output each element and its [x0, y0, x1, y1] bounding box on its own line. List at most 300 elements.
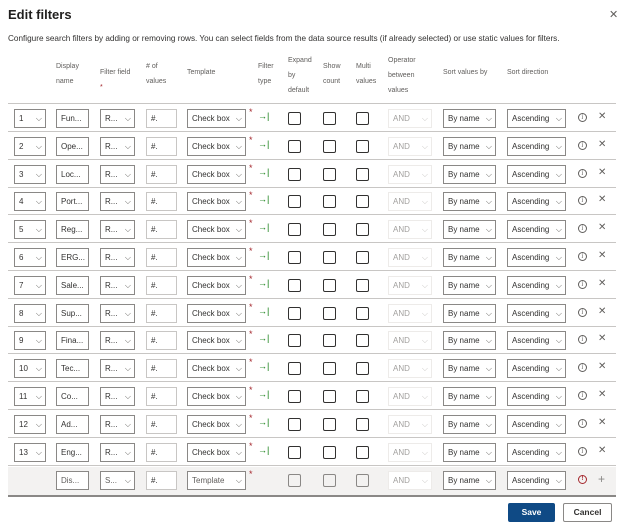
- display-name-input[interactable]: Sale...: [56, 276, 89, 295]
- required-marker: *: [249, 301, 253, 312]
- row-divider: [8, 353, 616, 354]
- chevron-down-icon: ⌵: [485, 169, 492, 179]
- template-select[interactable]: [187, 415, 246, 434]
- template-select-value: Check box: [192, 447, 230, 457]
- header-label: default: [288, 87, 310, 94]
- operator-select[interactable]: [388, 165, 432, 184]
- arrow-to-line-icon: →|: [258, 305, 270, 316]
- operator-select[interactable]: [388, 359, 432, 378]
- sort-by-select[interactable]: [443, 165, 496, 184]
- multi-values-checkbox[interactable]: [356, 251, 369, 264]
- sort-direction-select[interactable]: [507, 415, 566, 434]
- expand-by-default-checkbox[interactable]: [288, 362, 301, 375]
- multi-values-checkbox[interactable]: [356, 168, 369, 181]
- info-icon[interactable]: i: [578, 419, 587, 428]
- display-name-input[interactable]: Ad...: [56, 415, 89, 434]
- row-order-select[interactable]: [14, 359, 46, 378]
- close-icon[interactable]: ✕: [609, 9, 619, 21]
- expand-by-default-checkbox[interactable]: [288, 251, 301, 264]
- sort-direction-select[interactable]: [507, 276, 566, 295]
- required-marker: *: [249, 412, 253, 423]
- chevron-down-icon: ⌵: [485, 280, 492, 290]
- close-icon[interactable]: ✕: [598, 277, 607, 289]
- sort-by-select[interactable]: [443, 220, 496, 239]
- chevron-down-icon: ⌵: [421, 447, 428, 457]
- sort-by-select[interactable]: [443, 331, 496, 350]
- arrow-to-line-icon: →|: [258, 166, 270, 177]
- operator-select[interactable]: [388, 276, 432, 295]
- filter-field-select[interactable]: [100, 304, 135, 323]
- row-order-select[interactable]: [14, 165, 46, 184]
- row-order-select[interactable]: [14, 276, 46, 295]
- display-name-input[interactable]: Tec...: [56, 359, 89, 378]
- required-marker: *: [100, 84, 103, 91]
- filter-field-select[interactable]: [100, 220, 135, 239]
- close-icon[interactable]: ✕: [598, 389, 607, 400]
- header-template: [187, 65, 215, 80]
- filter-field-select-value: R...: [105, 253, 118, 262]
- row-order-select[interactable]: [14, 331, 46, 350]
- multi-values-checkbox[interactable]: [356, 362, 369, 375]
- sort-direction-select-value: Ascending: [512, 447, 550, 457]
- header-label: values: [356, 78, 377, 85]
- expand-by-default-checkbox[interactable]: [288, 279, 301, 292]
- multi-values-checkbox[interactable]: [356, 474, 369, 487]
- close-icon[interactable]: ✕: [598, 138, 607, 150]
- sort-direction-select[interactable]: [507, 220, 566, 239]
- values-count-input[interactable]: #.: [146, 443, 177, 462]
- display-name-input[interactable]: Loc...: [56, 165, 89, 184]
- row-divider: [8, 409, 616, 410]
- filter-field-select-value: R...: [105, 364, 118, 374]
- sort-by-select-value: By name: [448, 308, 480, 318]
- operator-select[interactable]: [388, 415, 432, 434]
- display-name-input[interactable]: ERG...: [56, 248, 89, 267]
- template-select[interactable]: [187, 304, 246, 323]
- sort-by-select-value: By name: [448, 392, 480, 401]
- info-icon[interactable]: i: [578, 196, 587, 205]
- sort-direction-select[interactable]: [507, 331, 566, 350]
- sort-by-select[interactable]: [443, 359, 496, 378]
- info-icon[interactable]: i: [578, 252, 587, 261]
- filter-field-select[interactable]: [100, 471, 135, 490]
- header-filter-type: [258, 59, 274, 89]
- multi-values-checkbox[interactable]: [356, 140, 369, 153]
- chevron-down-icon: ⌵: [421, 169, 428, 179]
- header-label: Operator: [388, 57, 416, 64]
- template-select[interactable]: [187, 109, 246, 128]
- show-count-checkbox[interactable]: [323, 418, 336, 431]
- chevron-down-icon: ⌵: [124, 141, 131, 151]
- chevron-down-icon: ⌵: [35, 419, 42, 429]
- show-count-checkbox[interactable]: [323, 168, 336, 181]
- sort-direction-select[interactable]: [507, 137, 566, 156]
- row-divider: [8, 187, 616, 188]
- arrow-to-line-icon: →|: [258, 444, 270, 455]
- filter-field-select[interactable]: [100, 443, 135, 462]
- template-select[interactable]: [187, 471, 246, 490]
- row-order-select-value: 3: [19, 169, 24, 179]
- display-name-input[interactable]: Dis...: [56, 471, 89, 490]
- row-order-select-value: 10: [19, 364, 28, 374]
- row-order-select-value: 2: [19, 141, 24, 151]
- chevron-down-icon: ⌵: [235, 419, 242, 429]
- operator-select-value: AND: [393, 280, 410, 290]
- header-label: # of: [146, 63, 158, 70]
- header-filter-field: [100, 65, 130, 95]
- values-count-input[interactable]: #.: [146, 137, 177, 156]
- chevron-down-icon: ⌵: [485, 197, 492, 207]
- row-order-select[interactable]: [14, 415, 46, 434]
- template-select[interactable]: [187, 387, 246, 406]
- header-label: Template: [187, 69, 216, 76]
- row-divider: [8, 495, 616, 497]
- operator-select-value: AND: [393, 197, 410, 207]
- row-order-select[interactable]: [14, 220, 46, 239]
- display-name-input[interactable]: Port...: [56, 192, 89, 211]
- display-name-input[interactable]: Co...: [56, 387, 89, 406]
- close-icon[interactable]: ✕: [598, 222, 607, 234]
- sort-by-select-value: By name: [448, 169, 480, 179]
- row-order-select[interactable]: [14, 137, 46, 156]
- display-name-input[interactable]: Ope...: [56, 137, 89, 156]
- chevron-down-icon: ⌵: [555, 280, 562, 290]
- required-marker: *: [249, 357, 253, 368]
- filter-field-select[interactable]: [100, 387, 135, 406]
- sort-direction-select-value: Ascending: [512, 169, 550, 179]
- sort-by-select[interactable]: [443, 443, 496, 462]
- filter-field-select-value: R...: [105, 447, 118, 457]
- show-count-checkbox[interactable]: [323, 195, 336, 208]
- filter-field-select[interactable]: [100, 137, 135, 156]
- filter-field-select[interactable]: [100, 415, 135, 434]
- header-label: Sort values by: [443, 69, 488, 76]
- operator-select[interactable]: [388, 137, 432, 156]
- values-count-input[interactable]: #.: [146, 192, 177, 211]
- chevron-down-icon: ⌵: [124, 419, 131, 429]
- filter-field-select[interactable]: [100, 359, 135, 378]
- chevron-down-icon: ⌵: [485, 364, 492, 374]
- filter-field-select-value: S...: [105, 476, 118, 486]
- expand-by-default-checkbox[interactable]: [288, 168, 301, 181]
- sort-direction-select-value: Ascending: [512, 114, 550, 123]
- multi-values-checkbox[interactable]: [356, 390, 369, 403]
- filter-field-select-value: R...: [105, 392, 118, 401]
- cancel-button[interactable]: Cancel: [563, 503, 612, 522]
- operator-select[interactable]: [388, 331, 432, 350]
- values-count-input[interactable]: #.: [146, 276, 177, 295]
- header-label: type: [258, 78, 272, 85]
- template-select[interactable]: [187, 359, 246, 378]
- filter-field-select[interactable]: [100, 192, 135, 211]
- sort-direction-select-value: Ascending: [512, 392, 550, 401]
- values-count-input[interactable]: #.: [146, 109, 177, 128]
- close-icon[interactable]: ✕: [598, 416, 607, 428]
- arrow-to-line-icon: →|: [258, 333, 270, 344]
- multi-values-checkbox[interactable]: [356, 223, 369, 236]
- chevron-down-icon: ⌵: [421, 141, 428, 151]
- template-select[interactable]: [187, 137, 246, 156]
- multi-values-checkbox[interactable]: [356, 446, 369, 459]
- chevron-down-icon: ⌵: [555, 114, 562, 123]
- info-icon[interactable]: i: [578, 113, 587, 122]
- sort-by-select-value: By name: [448, 253, 480, 262]
- template-select-value: Check box: [192, 141, 230, 151]
- chevron-down-icon: ⌵: [421, 308, 428, 318]
- chevron-down-icon: ⌵: [555, 336, 562, 346]
- sort-direction-select[interactable]: [507, 443, 566, 462]
- display-name-input[interactable]: Sup...: [56, 304, 89, 323]
- chevron-down-icon: ⌵: [235, 197, 242, 207]
- values-count-input[interactable]: #.: [146, 165, 177, 184]
- chevron-down-icon: ⌵: [421, 419, 428, 429]
- row-order-select[interactable]: [14, 248, 46, 267]
- chevron-down-icon: ⌵: [124, 280, 131, 290]
- operator-select[interactable]: [388, 387, 432, 406]
- close-icon[interactable]: ✕: [598, 305, 607, 317]
- arrow-to-line-icon: →|: [258, 250, 270, 260]
- chevron-down-icon: ⌵: [124, 114, 131, 123]
- row-order-select-value: 7: [19, 280, 24, 290]
- template-select[interactable]: [187, 331, 246, 350]
- row-order-select[interactable]: [14, 387, 46, 406]
- info-icon[interactable]: i: [578, 224, 587, 233]
- operator-select[interactable]: [388, 192, 432, 211]
- header-label: by: [288, 72, 296, 79]
- template-select[interactable]: [187, 192, 246, 211]
- sort-by-select[interactable]: [443, 415, 496, 434]
- filter-field-select[interactable]: [100, 331, 135, 350]
- values-count-input[interactable]: #.: [146, 387, 177, 406]
- add-icon[interactable]: +: [598, 472, 606, 487]
- info-icon[interactable]: i: [578, 391, 587, 400]
- values-count-input[interactable]: #.: [146, 415, 177, 434]
- show-count-checkbox[interactable]: [323, 307, 336, 320]
- expand-by-default-checkbox[interactable]: [288, 112, 301, 125]
- operator-select[interactable]: [388, 443, 432, 462]
- show-count-checkbox[interactable]: [323, 112, 336, 125]
- show-count-checkbox[interactable]: [323, 390, 336, 403]
- filter-field-select-value: R...: [105, 308, 118, 318]
- arrow-to-line-icon: →|: [258, 416, 270, 427]
- template-select-value: Template: [192, 476, 225, 486]
- row-order-select-value: 12: [19, 419, 28, 429]
- save-button[interactable]: Save: [508, 503, 555, 522]
- chevron-down-icon: ⌵: [421, 225, 428, 235]
- multi-values-checkbox[interactable]: [356, 112, 369, 125]
- row-divider: [8, 465, 616, 466]
- sort-by-select[interactable]: [443, 248, 496, 267]
- chevron-down-icon: ⌵: [35, 141, 42, 151]
- expand-by-default-checkbox[interactable]: [288, 474, 301, 487]
- chevron-down-icon: ⌵: [485, 336, 492, 346]
- expand-by-default-checkbox[interactable]: [288, 446, 301, 459]
- operator-select[interactable]: [388, 304, 432, 323]
- sort-direction-select-value: Ascending: [512, 419, 550, 429]
- arrow-to-line-icon: →|: [258, 222, 270, 233]
- sort-direction-select[interactable]: [507, 248, 566, 267]
- values-count-input[interactable]: #.: [146, 304, 177, 323]
- expand-by-default-checkbox[interactable]: [288, 140, 301, 153]
- values-count-input[interactable]: #.: [146, 248, 177, 267]
- chevron-down-icon: ⌵: [124, 364, 131, 374]
- chevron-down-icon: ⌵: [421, 336, 428, 346]
- row-divider: [8, 270, 616, 271]
- display-name-input[interactable]: Fun...: [56, 109, 89, 128]
- operator-select-value: AND: [393, 336, 410, 346]
- required-marker: *: [249, 134, 253, 145]
- close-icon[interactable]: ✕: [598, 194, 607, 206]
- show-count-checkbox[interactable]: [323, 446, 336, 459]
- sort-direction-select-value: Ascending: [512, 141, 550, 151]
- chevron-down-icon: ⌵: [421, 197, 428, 207]
- close-icon[interactable]: ✕: [598, 444, 607, 456]
- template-select[interactable]: [187, 443, 246, 462]
- row-order-select[interactable]: [14, 109, 46, 128]
- template-select[interactable]: [187, 248, 246, 267]
- sort-by-select[interactable]: [443, 304, 496, 323]
- row-divider: [8, 131, 616, 132]
- close-icon[interactable]: ✕: [598, 361, 607, 373]
- chevron-down-icon: ⌵: [124, 476, 131, 486]
- sort-by-select[interactable]: [443, 471, 496, 490]
- chevron-down-icon: ⌵: [35, 169, 42, 179]
- show-count-checkbox[interactable]: [323, 223, 336, 236]
- sort-by-select[interactable]: [443, 109, 496, 128]
- multi-values-checkbox[interactable]: [356, 418, 369, 431]
- info-icon[interactable]: i: [578, 308, 587, 317]
- show-count-checkbox[interactable]: [323, 362, 336, 375]
- expand-by-default-checkbox[interactable]: [288, 418, 301, 431]
- expand-by-default-checkbox[interactable]: [288, 195, 301, 208]
- chevron-down-icon: ⌵: [235, 141, 242, 151]
- operator-select-value: AND: [393, 225, 410, 235]
- template-select[interactable]: [187, 220, 246, 239]
- chevron-down-icon: ⌵: [235, 476, 242, 486]
- header-label: Display: [56, 63, 79, 70]
- values-count-input[interactable]: #.: [146, 331, 177, 350]
- info-icon[interactable]: i: [578, 447, 587, 456]
- error-circle-icon: !: [578, 475, 587, 484]
- header-label: Filter: [258, 63, 274, 70]
- chevron-down-icon: ⌵: [555, 476, 562, 486]
- values-count-input[interactable]: #.: [146, 359, 177, 378]
- sort-by-select[interactable]: [443, 276, 496, 295]
- info-icon[interactable]: i: [578, 280, 587, 289]
- sort-by-select[interactable]: [443, 192, 496, 211]
- header-expand: [288, 53, 312, 98]
- info-icon[interactable]: i: [578, 169, 587, 178]
- filter-field-select-value: R...: [105, 141, 118, 151]
- chevron-down-icon: ⌵: [555, 392, 562, 401]
- expand-by-default-checkbox[interactable]: [288, 390, 301, 403]
- arrow-to-line-icon: →|: [258, 389, 270, 399]
- row-order-select[interactable]: [14, 443, 46, 462]
- sort-direction-select[interactable]: [507, 109, 566, 128]
- chevron-down-icon: ⌵: [124, 392, 131, 401]
- filter-field-select[interactable]: [100, 276, 135, 295]
- multi-values-checkbox[interactable]: [356, 195, 369, 208]
- row-divider: [8, 159, 616, 160]
- info-icon[interactable]: i: [578, 363, 587, 372]
- template-select-value: Check box: [192, 280, 230, 290]
- close-icon[interactable]: ✕: [598, 111, 607, 122]
- sort-by-select[interactable]: [443, 137, 496, 156]
- operator-select[interactable]: [388, 109, 432, 128]
- display-name-input[interactable]: Fina...: [56, 331, 89, 350]
- sort-direction-select[interactable]: [507, 359, 566, 378]
- chevron-down-icon: ⌵: [35, 447, 42, 457]
- expand-by-default-checkbox[interactable]: [288, 223, 301, 236]
- template-select[interactable]: [187, 276, 246, 295]
- template-select-value: Check box: [192, 392, 230, 401]
- expand-by-default-checkbox[interactable]: [288, 307, 301, 320]
- show-count-checkbox[interactable]: [323, 334, 336, 347]
- close-icon[interactable]: ✕: [598, 250, 607, 261]
- show-count-checkbox[interactable]: [323, 279, 336, 292]
- chevron-down-icon: ⌵: [124, 253, 131, 262]
- sort-direction-select[interactable]: [507, 304, 566, 323]
- multi-values-checkbox[interactable]: [356, 279, 369, 292]
- chevron-down-icon: ⌵: [35, 308, 42, 318]
- operator-select-value: AND: [393, 419, 410, 429]
- header-label: values: [146, 78, 167, 85]
- chevron-down-icon: ⌵: [555, 169, 562, 179]
- close-icon[interactable]: ✕: [598, 166, 607, 178]
- show-count-checkbox[interactable]: [323, 251, 336, 264]
- show-count-checkbox[interactable]: [323, 474, 336, 487]
- chevron-down-icon: ⌵: [555, 197, 562, 207]
- expand-by-default-checkbox[interactable]: [288, 334, 301, 347]
- operator-select[interactable]: [388, 248, 432, 267]
- sort-direction-select[interactable]: [507, 387, 566, 406]
- sort-direction-select[interactable]: [507, 165, 566, 184]
- header-required-line: [100, 80, 130, 95]
- info-icon[interactable]: i: [578, 335, 587, 344]
- filter-field-select[interactable]: [100, 109, 135, 128]
- multi-values-checkbox[interactable]: [356, 334, 369, 347]
- sort-direction-select[interactable]: [507, 471, 566, 490]
- values-count-input[interactable]: #.: [146, 220, 177, 239]
- sort-by-select[interactable]: [443, 387, 496, 406]
- display-name-input[interactable]: Eng...: [56, 443, 89, 462]
- close-icon[interactable]: ✕: [598, 333, 607, 345]
- filter-field-select[interactable]: [100, 248, 135, 267]
- template-select-value: Check box: [192, 308, 230, 318]
- chevron-down-icon: ⌵: [555, 308, 562, 318]
- chevron-down-icon: ⌵: [555, 419, 562, 429]
- operator-select[interactable]: [388, 471, 432, 490]
- operator-select[interactable]: [388, 220, 432, 239]
- row-order-select[interactable]: [14, 192, 46, 211]
- multi-values-checkbox[interactable]: [356, 307, 369, 320]
- filter-field-select[interactable]: [100, 165, 135, 184]
- sort-direction-select[interactable]: [507, 192, 566, 211]
- row-divider: [8, 326, 616, 327]
- values-count-input[interactable]: #.: [146, 471, 177, 490]
- display-name-input[interactable]: Reg...: [56, 220, 89, 239]
- row-order-select[interactable]: [14, 304, 46, 323]
- header-sort-dir: [507, 65, 548, 80]
- sort-by-select-value: By name: [448, 336, 480, 346]
- required-marker: *: [249, 190, 253, 201]
- info-icon[interactable]: i: [578, 141, 587, 150]
- chevron-down-icon: ⌵: [235, 280, 242, 290]
- template-select-value: Check box: [192, 225, 230, 235]
- template-select[interactable]: [187, 165, 246, 184]
- filter-field-select-value: R...: [105, 169, 118, 179]
- show-count-checkbox[interactable]: [323, 140, 336, 153]
